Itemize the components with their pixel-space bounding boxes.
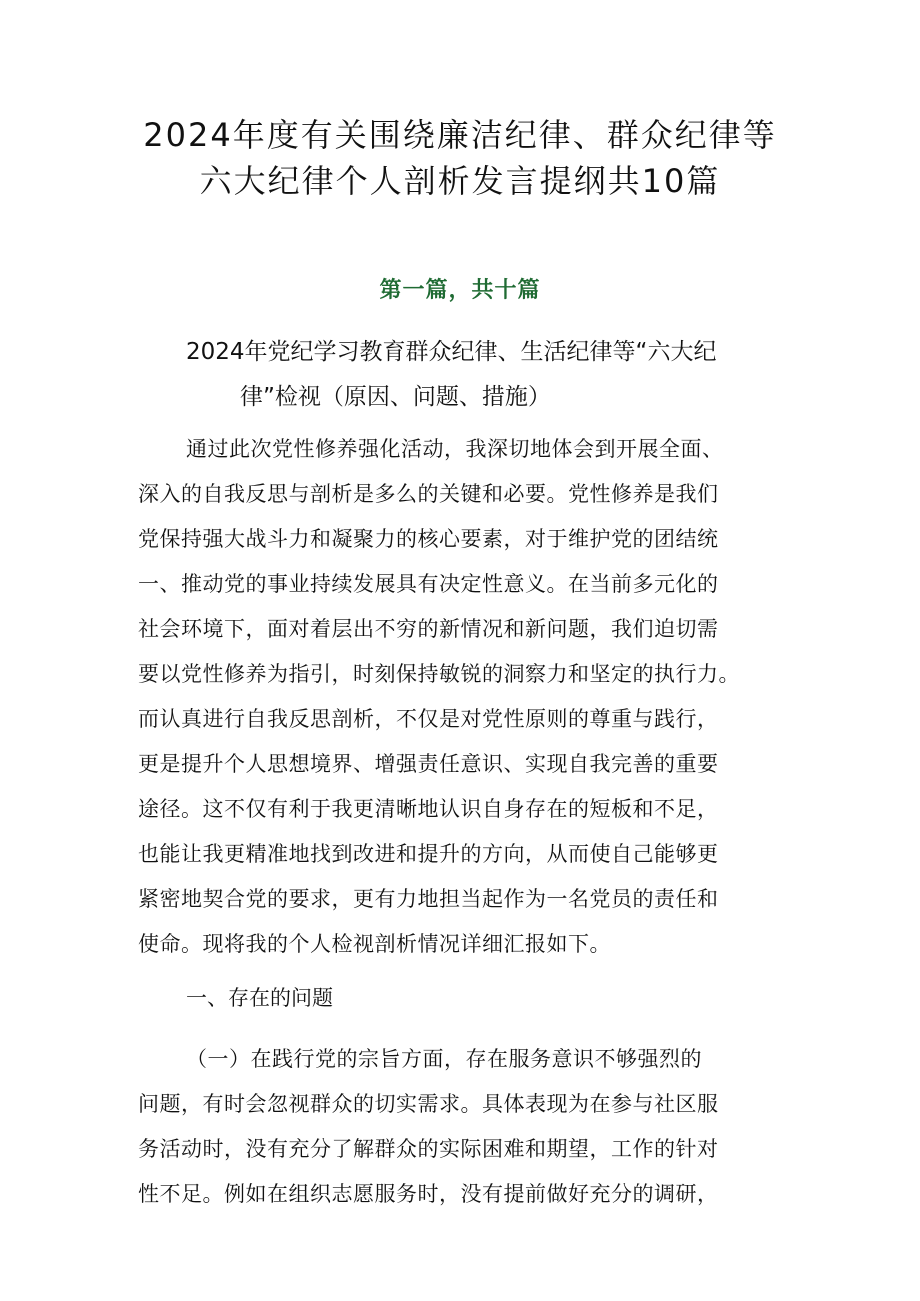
article-title-line-2: 律”检视（原因、问题、措施） <box>240 384 551 410</box>
article-title-line-1: 2024年党纪学习教育群众纪律、生活纪律等“六大纪 <box>186 339 717 365</box>
intro-line: 通过此次党性修养强化活动，我深切地体会到开展全面、 <box>186 437 724 461</box>
intro-line: 更是提升个人思想境界、增强责任意识、实现自我完善的重要 <box>138 752 719 776</box>
problem-line: 问题，有时会忽视群众的切实需求。具体表现为在参与社区服 <box>138 1092 719 1116</box>
intro-line: 紧密地契合党的要求，更有力地担当起作为一名党员的责任和 <box>138 887 719 911</box>
section-heading-problems: 一、存在的问题 <box>186 986 333 1010</box>
intro-line: 使命。现将我的个人检视剖析情况详细汇报如下。 <box>138 932 611 956</box>
intro-line: 也能让我更精准地找到改进和提升的方向，从而使自己能够更 <box>138 842 719 866</box>
intro-line: 要以党性修养为指引，时刻保持敏锐的洞察力和坚定的执行力。 <box>138 662 740 686</box>
intro-line: 而认真进行自我反思剖析，不仅是对党性原则的尊重与践行， <box>138 707 719 731</box>
intro-line: 一、推动党的事业持续发展具有决定性意义。在当前多元化的 <box>138 572 719 596</box>
intro-line: 途径。这不仅有利于我更清晰地认识自身存在的短板和不足， <box>138 797 719 821</box>
intro-line: 社会环境下，面对着层出不穷的新情况和新问题，我们迫切需 <box>138 617 719 641</box>
intro-line: 深入的自我反思与剖析是多么的关键和必要。党性修养是我们 <box>138 482 719 506</box>
intro-line: 党保持强大战斗力和凝聚力的核心要素，对于维护党的团结统 <box>138 527 719 551</box>
document-title-line-2: 六大纪律个人剖析发言提纲共10篇 <box>199 162 721 200</box>
section-label: 第一篇，共十篇 <box>379 277 541 303</box>
problem-line: （一）在践行党的宗旨方面，存在服务意识不够强烈的 <box>186 1047 702 1071</box>
problem-line: 务活动时，没有充分了解群众的实际困难和期望，工作的针对 <box>138 1137 719 1161</box>
problem-line: 性不足。例如在组织志愿服务时，没有提前做好充分的调研， <box>138 1182 719 1206</box>
document-title-line-1: 2024年度有关围绕廉洁纪律、群众纪律等 <box>143 116 777 154</box>
